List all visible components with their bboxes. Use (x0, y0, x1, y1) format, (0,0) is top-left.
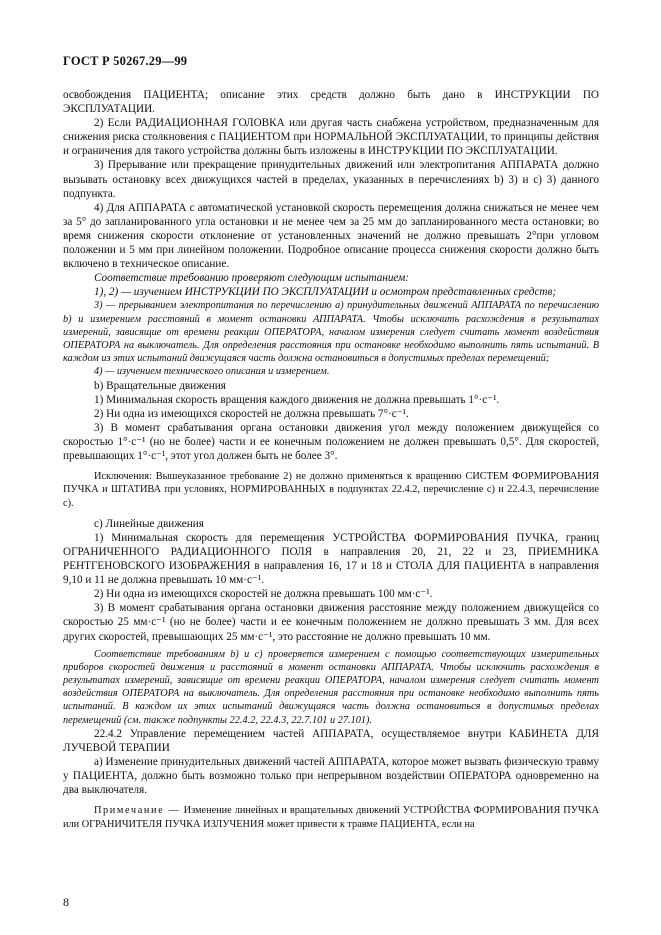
paragraph: а) Изменение принудительных движений частей АППАРАТА, которое может вызвать физическую травму у ПАЦИЕНТА, должно быть возможно только при непрерывном воздействии ОПЕРАТОРА одновременно на два выключателя. (63, 756, 599, 797)
note-text: Изменение линейных и вращательных движений УСТРОЙСТВА ФОРМИРОВАНИЯ ПУЧКА или ОГРАНИЧИТЕЛЯ ПУЧКА ИЗЛУЧЕНИЯ может привести к травме ПАЦИЕНТА, если на (63, 805, 599, 830)
compliance-item: 4) — изучением технического описания и измерением. (94, 366, 330, 378)
compliance-check: Соответствие требованиям b) и с) проверяется измерением с помощью соответствующих измерительных приборов скоростей движения и расстояний в момент остановки АППАРАТА. Чтобы исключить расхождения в результатах измерений, зависящие от времени реакции ОПЕРАТОРА, началом измерения следует считать момент воздействия ОПЕРАТОРА на выключатель. Для определения расстояния при остановке необходимо выполнить пять испытаний. В каждом их этих испытаний движущаяся часть должна остановиться в допустимых пределах перемещений (см. также подпункты 22.4.2, 22.4.3, 22.7.101 и 27.101). (63, 648, 599, 726)
paragraph: 3) В момент срабатывания органа остановки движения угол между положением движущейся со скоростью 1°·с⁻¹ (но не более) части и ее конечным положением не должен превышать 0,5°. Для скоростей, превышающих 1°·с⁻¹, этот угол должен быть не более 3°. (63, 421, 599, 463)
page-number: 8 (63, 895, 69, 909)
paragraph: 2) Ни одна из имеющихся скоростей не должна превышать 7°·с⁻¹. (94, 407, 409, 420)
exceptions-note: Исключения: Вышеуказанное требование 2) не должно применяться к вращению СИСТЕМ ФОРМИРОВАНИЯ ПУЧКА и ШТАТИВА при условиях, НОРМИРОВАННЫХ в подпунктах 22.4.2, перечисление с) и 22.4.3, перечисление с). (63, 471, 599, 509)
compliance-intro: Соответствие требованию проверяют следующим испытанием: (94, 272, 409, 285)
paragraph: освобождения ПАЦИЕНТА; описание этих средств должно быть дано в ИНСТРУКЦИИ ПО ЭКСПЛУАТАЦИИ. (63, 89, 599, 116)
compliance-item: 1), 2) — изучением ИНСТРУКЦИИ ПО ЭКСПЛУАТАЦИИ и осмотром представленных средств; (94, 286, 557, 299)
subsection-heading: с) Линейные движения (94, 517, 204, 530)
paragraph: 1) Минимальная скорость вращения каждого движения не должна превышать 1°·с⁻¹. (94, 393, 500, 406)
note-label: Примечание — (94, 805, 181, 817)
clause-heading: 22.4.2 Управление перемещением частей АППАРАТА, осуществляемое внутри КАБИНЕТА ДЛЯ ЛУЧЕВОЙ ТЕРАПИИ (63, 727, 599, 754)
paragraph: 4) Для АППАРАТА с автоматической установкой скорость перемещения должна снижаться не менее чем за 5° до запланированного угла остановки и не менее чем за 25 мм до запланированного места остановки; во время снижения скорости отклонение от установленных значений не должно превышать 2°при угловом положении и 5 мм при линейном положении. Подробное описание процесса снижения скорости должно быть включено в техническое описание. (63, 201, 599, 271)
paragraph: 3) Прерывание или прекращение принудительных движений или электропитания АППАРАТА должно вызывать остановку всех движущихся частей в пределах, указанных в перечислениях b) 3) и c) 3) данного подпункта. (63, 159, 599, 200)
paragraph: 3) В момент срабатывания органа остановки движения расстояние между положением движущейся со скоростью 25 мм·с⁻¹ (но не более) части и ее конечным положением не должно превышать 3 мм. Для всех других скоростей, превышающих 25 мм·с⁻¹, это расстояние не должно превышать 10 мм. (63, 602, 599, 643)
document-header: ГОСТ Р 50267.29—99 (63, 54, 188, 68)
subsection-heading: b) Вращательные движения (94, 379, 226, 392)
paragraph: 1) Минимальная скорость для перемещения УСТРОЙСТВА ФОРМИРОВАНИЯ ПУЧКА, границ ОГРАНИЧЕННОГО РАДИАЦИОННОГО ПОЛЯ в направления 20, 21, 22 и 23, ПРИЕМНИКА РЕНТГЕНОВСКОГО ИЗОБРАЖЕНИЯ в направления 16, 17 и 18 и СТОЛА ДЛЯ ПАЦИЕНТА в направления 9,10 и 11 не должна превышать 10 мм·с⁻¹. (63, 531, 599, 587)
paragraph: 2) Ни одна из имеющихся скоростей не должна превышать 100 мм·с⁻¹. (94, 588, 433, 601)
page-body (63, 88, 599, 831)
note (63, 804, 599, 830)
compliance-item: 3) — прерыванием электропитания по перечислению а) принудительных движений АППАРАТА по перечислению b) и измерением расстояний в момент остановки АППАРАТА. Чтобы исключить расхождения в результатах измерений, зависящие от времени реакции ОПЕРАТОРА, началом измерения следует считать момент воздействия ОПЕРАТОРА на выключатель. Для определения расстояния при остановке необходимо выполнить пять испытаний. В каждом из этих испытаний движущаяся часть должна остановиться в допустимых пределах перемещений; (63, 300, 599, 365)
paragraph: 2) Если РАДИАЦИОННАЯ ГОЛОВКА или другая часть снабжена устройством, предназначенным для снижения риска столкновения с ПАЦИЕНТОМ при НОРМАЛЬНОЙ ЭКСПЛУАТАЦИИ, то принципы действия и ограничения для такого устройства должны быть изложены в ИНСТРУКЦИИ ПО ЭКСПЛУАТАЦИИ. (63, 117, 599, 158)
